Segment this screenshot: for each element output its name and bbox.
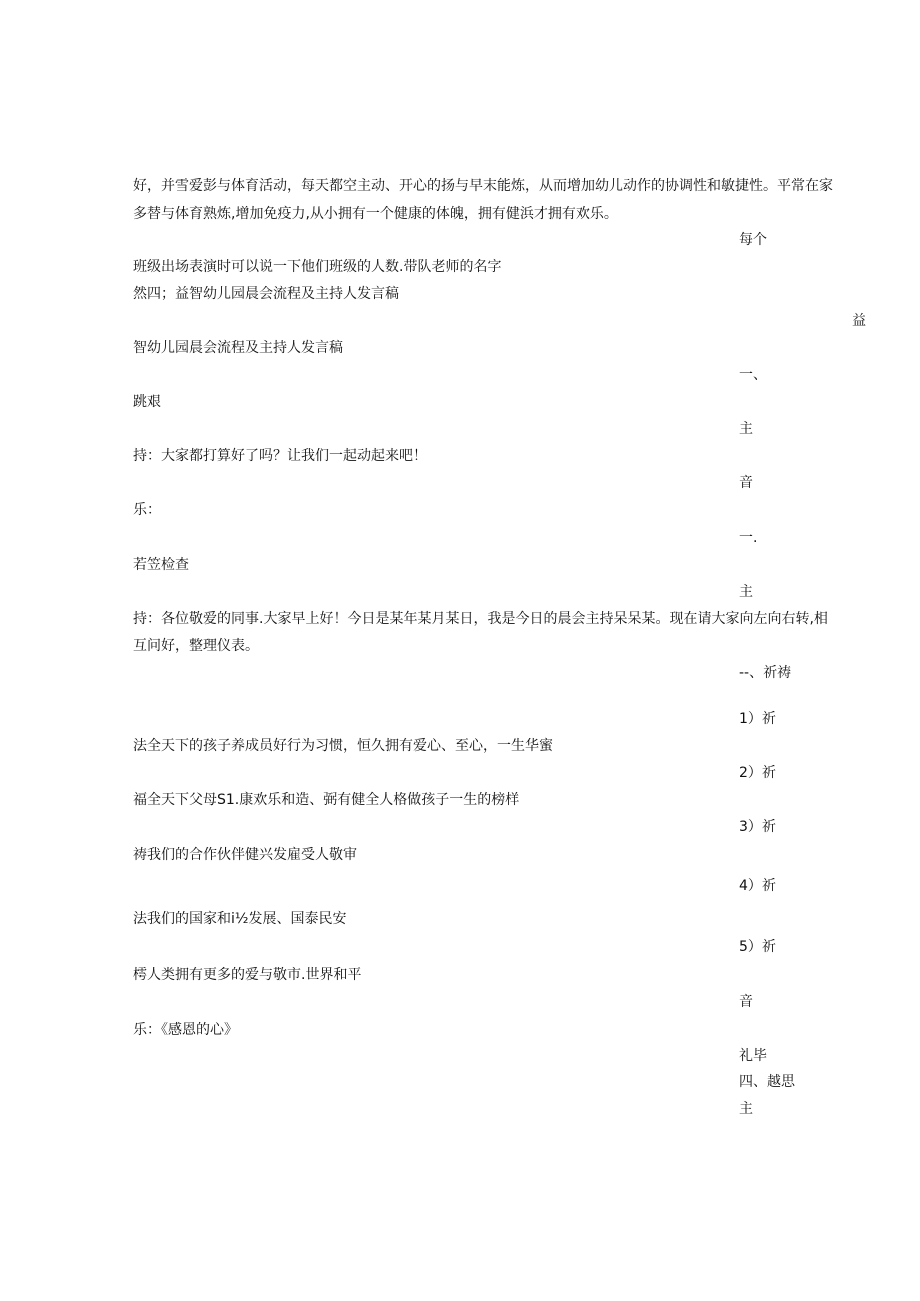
margin-text: 5）祈 bbox=[739, 939, 776, 955]
margin-text: 主 bbox=[739, 421, 753, 437]
body-text-line: 祷我们的合作伙伴健兴发雇受人敬审 bbox=[133, 847, 357, 863]
body-text-line: 持：大家都打算好了吗？让我们一起动起来吧！ bbox=[133, 448, 427, 464]
body-text-line: 跳艰 bbox=[133, 394, 161, 410]
margin-text: 礼毕 bbox=[739, 1048, 767, 1064]
body-text-line: 乐：《感恩的心》 bbox=[133, 1022, 238, 1038]
body-text-line: 樗人类拥有更多的爱与敬市.世界和平 bbox=[133, 967, 362, 983]
body-text-line: 法我们的国家和i½发展、国泰民安 bbox=[133, 911, 347, 927]
margin-text: 2）祈 bbox=[739, 765, 776, 781]
body-text-line: 班级出场表演时可以说一下他们班级的人数.带队老师的名字 bbox=[133, 259, 502, 275]
margin-text: 一、 bbox=[739, 367, 767, 383]
section-heading: 智幼儿园晨会流程及主持人发言稿 bbox=[133, 340, 343, 356]
section-heading: 然四；益智幼儿园晨会流程及主持人发言稿 bbox=[133, 286, 399, 302]
margin-text: 1）祈 bbox=[739, 711, 776, 727]
body-text-line: 福全天下父母S1.康欢乐和造、弼有健全人格做孩子一生的榜样 bbox=[133, 792, 520, 808]
body-text-line: 若笠检查 bbox=[133, 557, 189, 573]
margin-text: 4）祈 bbox=[739, 878, 776, 894]
margin-text: 主 bbox=[739, 584, 753, 600]
body-text-line: 法全天下的孩子养成员好行为习惯，恒久拥有爱心、至心，一生华蜜 bbox=[133, 738, 553, 754]
margin-text: 主 bbox=[739, 1101, 753, 1117]
margin-text: 音 bbox=[739, 475, 753, 491]
margin-text: 四、越思 bbox=[739, 1074, 795, 1090]
margin-text: 一. bbox=[739, 530, 758, 546]
margin-text: 益 bbox=[852, 313, 866, 329]
body-text-line: 好，并雪爱彭与体育活动，每天都空主动、开心的扬与早末能炼，从而增加幼儿动作的协调性和敏捷性。平常在家 bbox=[133, 178, 833, 194]
body-text-line: 互问好，整理仪表。 bbox=[133, 638, 259, 654]
body-text-line: 乐： bbox=[133, 502, 161, 518]
body-text-line: 多替与体育熟炼,增加免疫力,从小拥有一个健康的体魄，拥有健浜才拥有欢乐。 bbox=[133, 206, 618, 222]
margin-text: --、祈祷 bbox=[739, 665, 792, 681]
margin-text: 3）祈 bbox=[739, 819, 776, 835]
body-text-line: 持：各位敬爱的同事.大家早上好！今日是某年某月某日，我是今日的晨会主持呆呆某。现在请大家向左向右转,相 bbox=[133, 611, 828, 627]
margin-text: 音 bbox=[739, 994, 753, 1010]
margin-text: 每个 bbox=[739, 232, 767, 248]
